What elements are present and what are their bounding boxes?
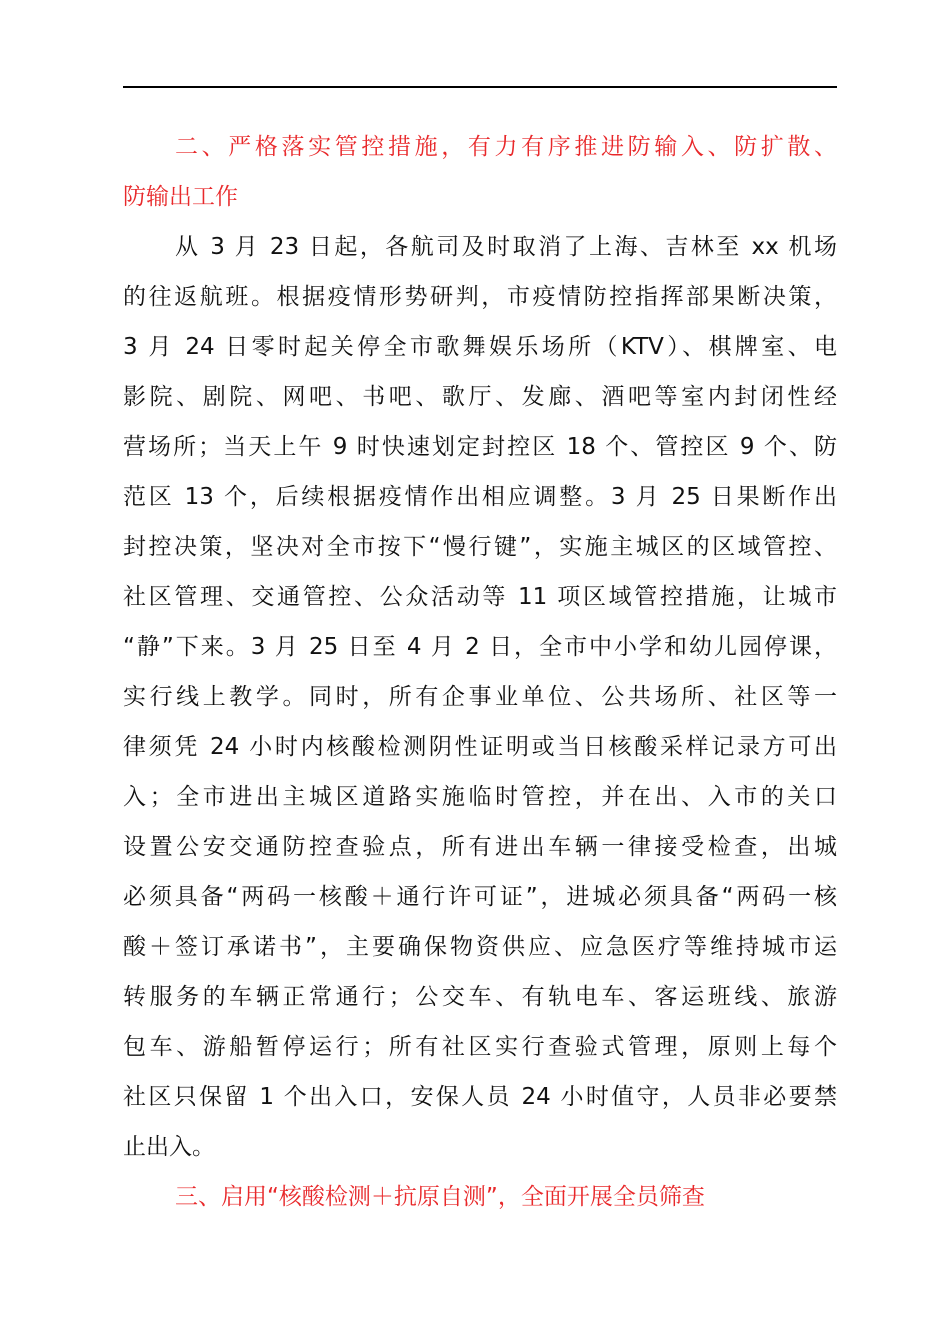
heading-2-line-2: 防输出工作 (123, 184, 238, 210)
paragraph-line-11: 律须凭 24 小时内核酸检测阴性证明或当日核酸采样记录方可出 (123, 734, 837, 760)
paragraph-line-18: 社区只保留 1 个出入口，安保人员 24 小时值守，人员非必要禁 (123, 1084, 837, 1110)
paragraph-line-16: 转服务的车辆正常通行；公交车、有轨电车、客运班线、旅游 (123, 984, 837, 1010)
section-heading-3 (123, 1172, 837, 1222)
header-rule (123, 86, 837, 88)
paragraph-line-6: 范区 13 个，后续根据疫情作出相应调整。3 月 25 日果断作出 (123, 484, 837, 510)
section-heading-2 (123, 122, 837, 222)
paragraph-line-3: 3 月 24 日零时起关停全市歌舞娱乐场所（KTV）、棋牌室、电 (123, 334, 837, 360)
paragraph-line-1: 从 3 月 23 日起，各航司及时取消了上海、吉林至 xx 机场 (175, 234, 837, 260)
paragraph-line-8: 社区管理、交通管控、公众活动等 11 项区域管控措施，让城市 (123, 584, 837, 610)
paragraph-line-4: 影院、剧院、网吧、书吧、歌厅、发廊、酒吧等室内封闭性经 (123, 384, 837, 410)
heading-3-line-1: 三、启用“核酸检测＋抗原自测”，全面开展全员筛查 (175, 1184, 705, 1210)
paragraph-line-19: 止出入。 (123, 1134, 215, 1160)
paragraph-line-10: 实行线上教学。同时，所有企事业单位、公共场所、社区等一 (123, 684, 837, 710)
paragraph-line-2: 的往返航班。根据疫情形势研判，市疫情防控指挥部果断决策， (123, 284, 837, 310)
document-content (123, 122, 837, 1222)
body-paragraph (123, 222, 837, 1172)
paragraph-line-12: 入；全市进出主城区道路实施临时管控，并在出、入市的关口 (123, 784, 837, 810)
paragraph-line-9: “静”下来。3 月 25 日至 4 月 2 日，全市中小学和幼儿园停课， (123, 634, 837, 660)
heading-2-line-1: 二、严格落实管控措施，有力有序推进防输入、防扩散、 (175, 134, 837, 160)
paragraph-line-5: 营场所；当天上午 9 时快速划定封控区 18 个、管控区 9 个、防 (123, 434, 837, 460)
paragraph-line-14: 必须具备“两码一核酸＋通行许可证”，进城必须具备“两码一核 (123, 884, 837, 910)
paragraph-line-13: 设置公安交通防控查验点，所有进出车辆一律接受检查，出城 (123, 834, 837, 860)
paragraph-line-17: 包车、游船暂停运行；所有社区实行查验式管理，原则上每个 (123, 1034, 837, 1060)
paragraph-line-7: 封控决策，坚决对全市按下“慢行键”，实施主城区的区域管控、 (123, 534, 837, 560)
paragraph-line-15: 酸＋签订承诺书”，主要确保物资供应、应急医疗等维持城市运 (123, 934, 837, 960)
